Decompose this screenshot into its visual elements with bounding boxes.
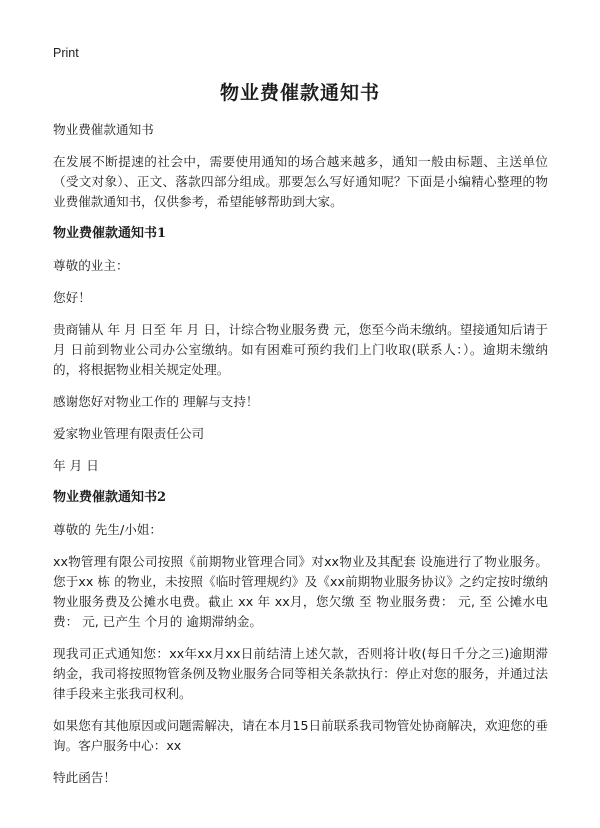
document-subtitle: 物业费催款通知书 xyxy=(53,122,154,137)
notice1-salutation: 尊敬的业主： xyxy=(53,258,129,273)
notice1-body: 贵商铺从 年 月 日至 年 月 日，计综合物业服务费 元，您至今尚未缴纳。望接通知后请于 月 日前到物业公司办公室缴纳。如有困难可预约我们上门收取(联系人：）。逾期未缴纳的，将根据物业相关规定处理。 xyxy=(53,322,548,377)
page-title: 物业费催款通知书 xyxy=(219,82,380,104)
document-body xyxy=(53,120,548,800)
notice1-heading: 物业费催款通知书1 xyxy=(53,226,167,241)
notice1-thanks: 感谢您好对物业工作的 理解与支持！ xyxy=(53,394,259,409)
notice2-paragraph-2: 现我司正式通知您：xx年xx月xx日前结清上述欠款，否则将计收(每日千分之三)逾期滞纳金，我司将按照物管条例及物业服务合同等相关条款执行：停止对您的服务，并通过法律手段来主张我司权利。 xyxy=(53,646,548,701)
notice2-paragraph-1: xx物管理有限公司按照《前期物业管理合同》对xx物业及其配套 设施进行了物业服务。您于xx 栋 的物业，未按照《临时管理规约》及《xx前期物业服务协议》之约定按时缴纳物业服务费及公摊水电费。截止 xx 年 xx月，您欠缴 至 物业服务费： 元, 至 公摊水电费： 元, 已产生 个月的 逾期滞纳金。 xyxy=(53,554,548,629)
notice1-greeting: 您好！ xyxy=(53,290,91,305)
notice1-date: 年 月 日 xyxy=(53,458,99,473)
intro-paragraph: 在发展不断提速的社会中，需要使用通知的场合越来越多，通知一般由标题、主送单位（受文对象）、正文、落款四部分组成。那要怎么写好通知呢？下面是小编精心整理的物业费催款通知书，仅供参考，希望能够帮助到大家。 xyxy=(53,154,548,209)
notice1-signature: 爱家物业管理有限责任公司 xyxy=(53,426,205,441)
notice2-paragraph-3: 如果您有其他原因或问题需解决，请在本月15日前联系我司物管处协商解决，欢迎您的垂询。客户服务中心：xx xyxy=(53,718,548,753)
print-label: Print xyxy=(53,46,79,60)
notice2-salutation: 尊敬的 先生/小姐： xyxy=(53,522,162,537)
notice2-heading: 物业费催款通知书2 xyxy=(53,490,167,505)
notice2-closing: 特此函告！ xyxy=(53,770,116,785)
